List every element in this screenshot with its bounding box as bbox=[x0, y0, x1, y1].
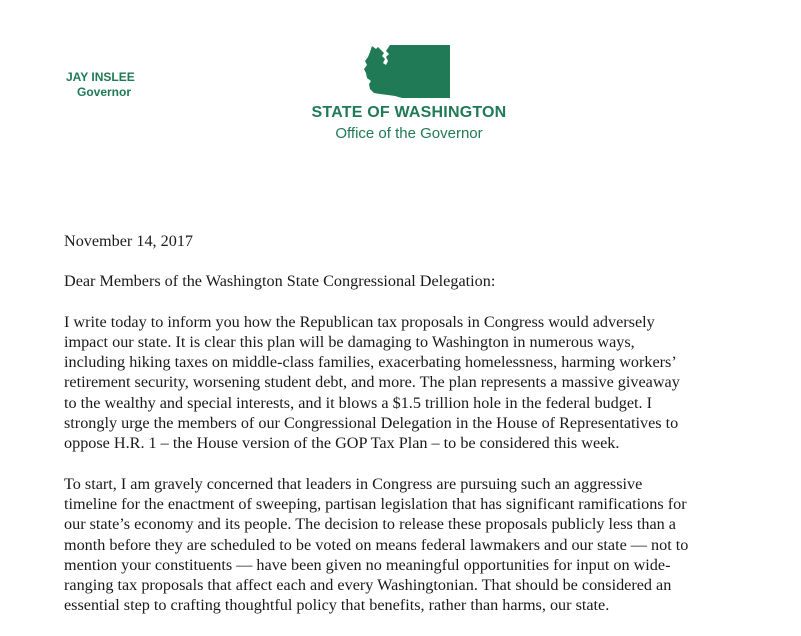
governor-name: JAY INSLEE bbox=[66, 70, 135, 84]
paragraph-line: month before they are scheduled to be voted on means federal lawmakers and our state — not to bbox=[64, 535, 689, 554]
paragraph-line: impact our state. It is clear this plan will be damaging to Washington in numerous ways, bbox=[64, 332, 635, 351]
letter-date: November 14, 2017 bbox=[64, 232, 194, 250]
paragraph-line: mention your constituents — have been given no meaningful opportunities for input on wide- bbox=[64, 555, 671, 574]
washington-state-map-icon bbox=[362, 43, 452, 99]
paragraph-line: oppose H.R. 1 – the House version of the GOP Tax Plan – to be considered this week. bbox=[64, 434, 620, 453]
state-name: STATE OF WASHINGTON bbox=[311, 104, 507, 121]
paragraph-line: retirement security, worsening student debt, and more. The plan represents a massive giveaway bbox=[64, 373, 680, 392]
letter-body bbox=[64, 231, 744, 636]
paragraph-line: ranging tax proposals that affect each and every Washingtonian. That should be considered an bbox=[64, 576, 672, 595]
paragraph-line: To start, I am gravely concerned that leaders in Congress are pursuing such an aggressive bbox=[64, 474, 643, 493]
paragraph-2 bbox=[64, 474, 744, 616]
paragraph-line: I write today to inform you how the Republican tax proposals in Congress would adversely bbox=[64, 312, 655, 331]
letter-salutation: Dear Members of the Washington State Congressional Delegation: bbox=[64, 272, 496, 291]
governor-block bbox=[66, 70, 135, 100]
paragraph-line: timeline for the enactment of sweeping, partisan legislation that has significant ramifications for bbox=[64, 494, 687, 513]
governor-title: Governor bbox=[77, 85, 132, 99]
paragraph-1 bbox=[64, 312, 744, 454]
paragraph-line: including hiking taxes on middle-class families, exacerbating homelessness, harming workers’ bbox=[64, 353, 677, 372]
paragraph-line: to the wealthy and special interests, and it blows a $1.5 trillion hole in the federal budget. I bbox=[64, 393, 652, 412]
paragraph-line: essential step to crafting thoughtful policy that benefits, rather than harms, our state. bbox=[64, 596, 610, 615]
paragraph-line: our state’s economy and its people. The decision to release these proposals publicly less than a bbox=[64, 515, 676, 534]
paragraph-line: strongly urge the members of our Congressional Delegation in the House of Representatives to bbox=[64, 414, 679, 433]
office-name: Office of the Governor bbox=[335, 125, 483, 142]
